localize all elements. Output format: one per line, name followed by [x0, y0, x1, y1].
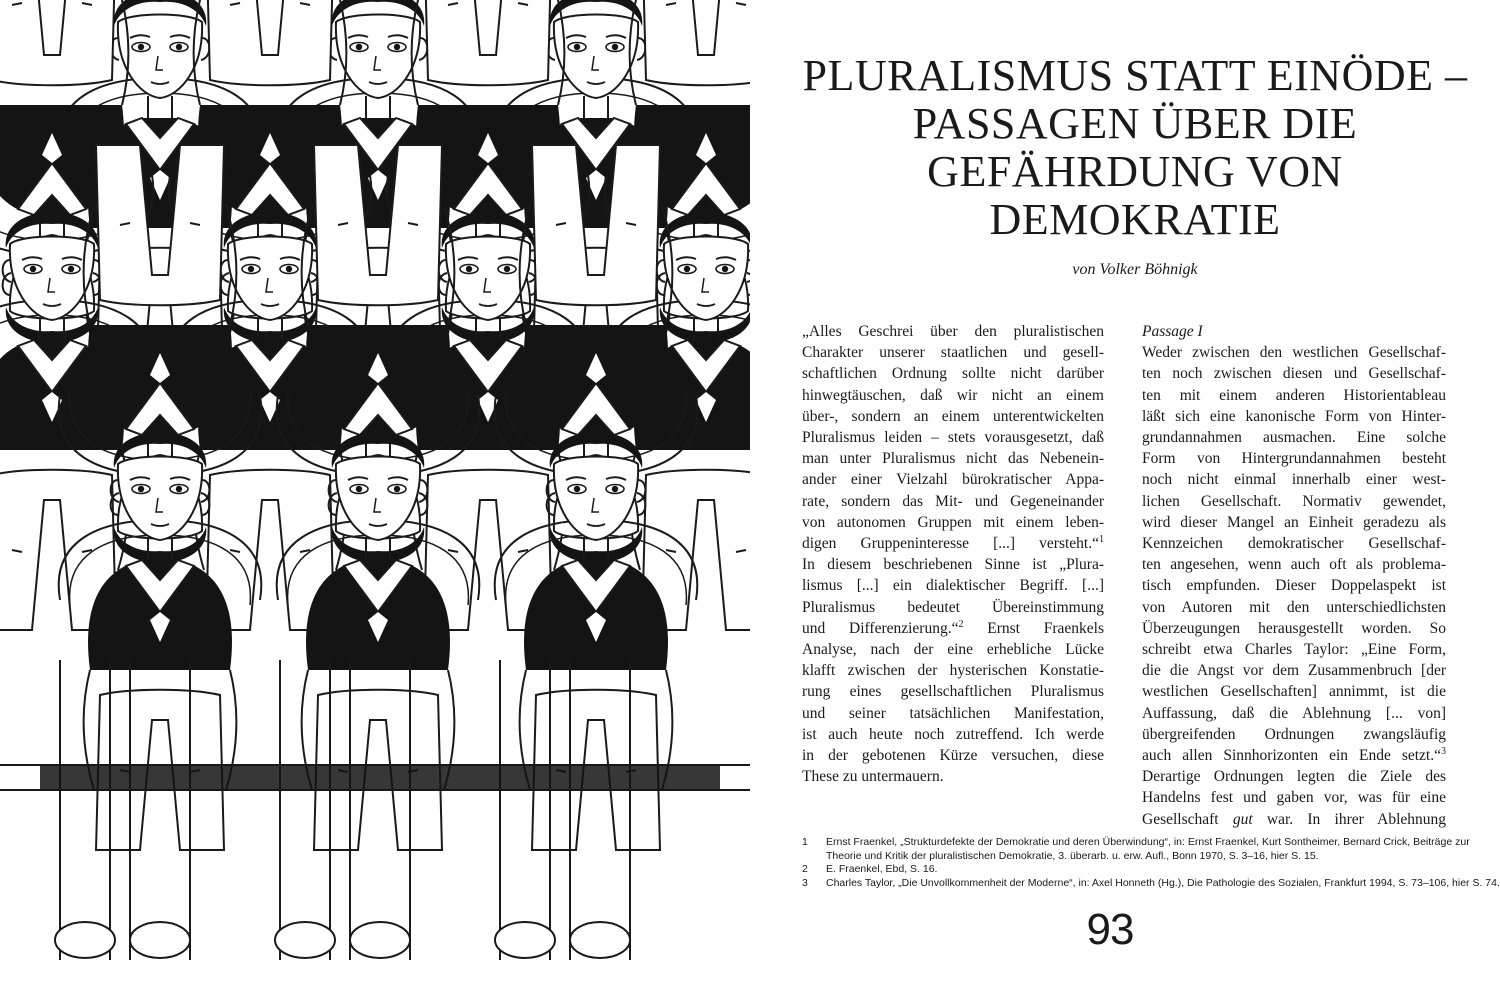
text-line-with-footnote — [1142, 745, 1446, 766]
text-fragment: auch allen Sinnhorizonten ein Ende setzt.“ — [1142, 747, 1441, 765]
text-line: Überzeugungen herausgestellt worden. So — [1142, 619, 1446, 637]
text-line: von Autoren mit den unterschiedlichsten — [1142, 598, 1446, 616]
text-line: schreibt etwa Charles Taylor: „Eine Form, — [1142, 641, 1446, 659]
right-text-column — [1142, 321, 1446, 830]
footnote-text — [826, 877, 1500, 891]
text-fragment: Ernst Fraenkels — [963, 619, 1104, 637]
text-line-with-footnote — [802, 618, 1104, 639]
text-line: schaftlichen Ordnung sollte nicht darüber — [802, 365, 1104, 383]
text-line: westlichen Gesellschaften] annimmt, ist die — [1142, 683, 1446, 701]
text-line: noch nicht einmal innerhalb einer west- — [1142, 471, 1446, 489]
text-line: Analyse, nach der eine erhebliche Lücke — [802, 641, 1104, 659]
text-fragment: war. In ihrer Ablehnung — [1266, 810, 1446, 828]
text-fragment: Gesellschaft — [1142, 810, 1219, 828]
text-fragment: und Differenzierung.“ — [802, 619, 959, 637]
text-line: Form von Hintergrundannahmen besteht — [1142, 450, 1446, 468]
footnote-line: Charles Taylor, „Die Unvollkommenheit der Moderne“, in: Axel Honneth (Hg.), Die Pathologie des Sozialen, Frankfurt 1994, S. 73–106, hier S. 74. — [826, 876, 1500, 889]
footnote-text — [826, 863, 1452, 877]
footnote — [802, 876, 1500, 891]
text-line: ander einer Vielzahl bürokratischer Appa- — [802, 471, 1104, 489]
title-line: DEMOKRATIE — [989, 195, 1281, 244]
section-heading: Passage I — [1142, 323, 1203, 340]
text-line: Derartige Ordnungen legten die Ziele des — [1142, 768, 1446, 786]
footnote-line: Ernst Fraenkel, „Strukturdefekte der Demokratie und deren Überwindung“, in: Ernst Fraenkel, Kurt Sontheimer, Bernard Crick, Beiträge zur — [826, 836, 1470, 848]
text-line: hinwegtäuschen, daß wir nicht an einem — [802, 386, 1104, 404]
text-line: Weder zwischen den westlichen Gesellschaf- — [1142, 344, 1446, 362]
footnote-line: Theorie und Kritik der pluralistischen Demokratie, 3. überarb. u. erw. Aufl., Bonn 1970, S. 3–16, hier S. 15. — [826, 849, 1319, 862]
text-line-with-footnote — [802, 533, 1104, 554]
text-line: rung eines gesellschaftlichen Pluralismus — [802, 683, 1104, 701]
article-title — [790, 52, 1480, 244]
text-line: rate, sondern das Mit- und Gegeneinander — [802, 492, 1104, 510]
title-line: GEFÄHRDUNG VON — [927, 147, 1343, 196]
text-line: klafft zwischen der hysterischen Konstatie- — [802, 662, 1104, 680]
text-line: von autonomen Gruppen mit einem leben- — [802, 513, 1104, 531]
text-line: lichen Gesellschaft. Normativ gewendet, — [1142, 492, 1446, 510]
text-line: ten noch zwischen diesen und Gesellschaf- — [1142, 365, 1446, 383]
footnote-ref-2: 2 — [958, 618, 964, 630]
text-line: Pluralismus leiden – stets vorausgesetzt, daß — [802, 429, 1104, 447]
text-line: ten angesehen, wenn auch oft als problema- — [1142, 556, 1446, 574]
text-line: man unter Pluralismus nicht das Nebenein- — [802, 450, 1104, 468]
title-line: PLURALISMUS STATT EINÖDE – — [802, 51, 1468, 100]
text-line: über-, sondern an einem unterentwickelten — [802, 407, 1104, 425]
text-line: übergreifenden Ordnungen zwangsläufig — [1142, 725, 1446, 743]
text-line: Handelns fest und gaben vor, was für eine — [1142, 789, 1446, 807]
text-line: „Alles Geschrei über den pluralistischen — [802, 323, 1104, 340]
text-line: Auffassung, daß die Ablehnung [... von] — [1142, 704, 1446, 722]
text-line: Pluralismus bedeutet Übereinstimmung — [802, 598, 1104, 616]
text-line: läßt sich eine kanonische Form von Hinter- — [1142, 407, 1446, 425]
footnote-line: E. Fraenkel, Ebd, S. 16. — [826, 863, 938, 876]
text-line: ist auch heute noch zutreffend. Ich werde — [802, 725, 1104, 743]
footnote — [802, 836, 1470, 863]
footnote-number: 1 — [802, 836, 808, 848]
text-line: die die Angst vor dem Zusammenbruch [der — [1142, 662, 1446, 680]
text-fragment: digen Gruppeninteresse [...] versteht.“ — [802, 535, 1099, 553]
text-line: tisch empfunden. Dieser Doppelaspekt ist — [1142, 577, 1446, 595]
text-line: wird dieser Mangel an Einheit geradezu als — [1142, 513, 1446, 531]
footnote-ref-1: 1 — [1099, 534, 1104, 546]
page-number: 93 — [1086, 905, 1134, 954]
footnote-number: 2 — [802, 863, 808, 876]
footnote-number: 3 — [802, 876, 808, 889]
text-line: Kennzeichen demokratischer Gesellschaf- — [1142, 535, 1446, 553]
text-line: lismus [...] ein dialektischer Begriff. [...] — [802, 577, 1104, 595]
emphasis: gut — [1232, 810, 1253, 828]
text-line: in der gebotenen Kürze versuchen, diese — [802, 747, 1104, 765]
footnote-ref-3: 3 — [1441, 746, 1446, 758]
author-byline: von Volker Böhnigk — [1072, 261, 1198, 278]
text-line: ten mit einem anderen Historientableau — [1142, 386, 1446, 404]
left-text-column — [802, 321, 1104, 787]
footnotes — [802, 836, 1500, 890]
text-line: In diesem beschriebenen Sinne ist „Plura- — [802, 556, 1104, 574]
title-line: PASSAGEN ÜBER DIE — [912, 99, 1358, 148]
footnote-text — [826, 836, 1470, 863]
text-line: grundannahmen ausmachen. Eine solche — [1142, 429, 1446, 447]
text-line: These zu untermauern. — [802, 768, 944, 786]
footnote — [802, 863, 1452, 877]
text-line — [1142, 809, 1446, 830]
text-line: und seiner tatsächlichen Manifestation, — [802, 704, 1104, 722]
text-line: Charakter unserer staatlichen und gesell- — [802, 344, 1104, 362]
